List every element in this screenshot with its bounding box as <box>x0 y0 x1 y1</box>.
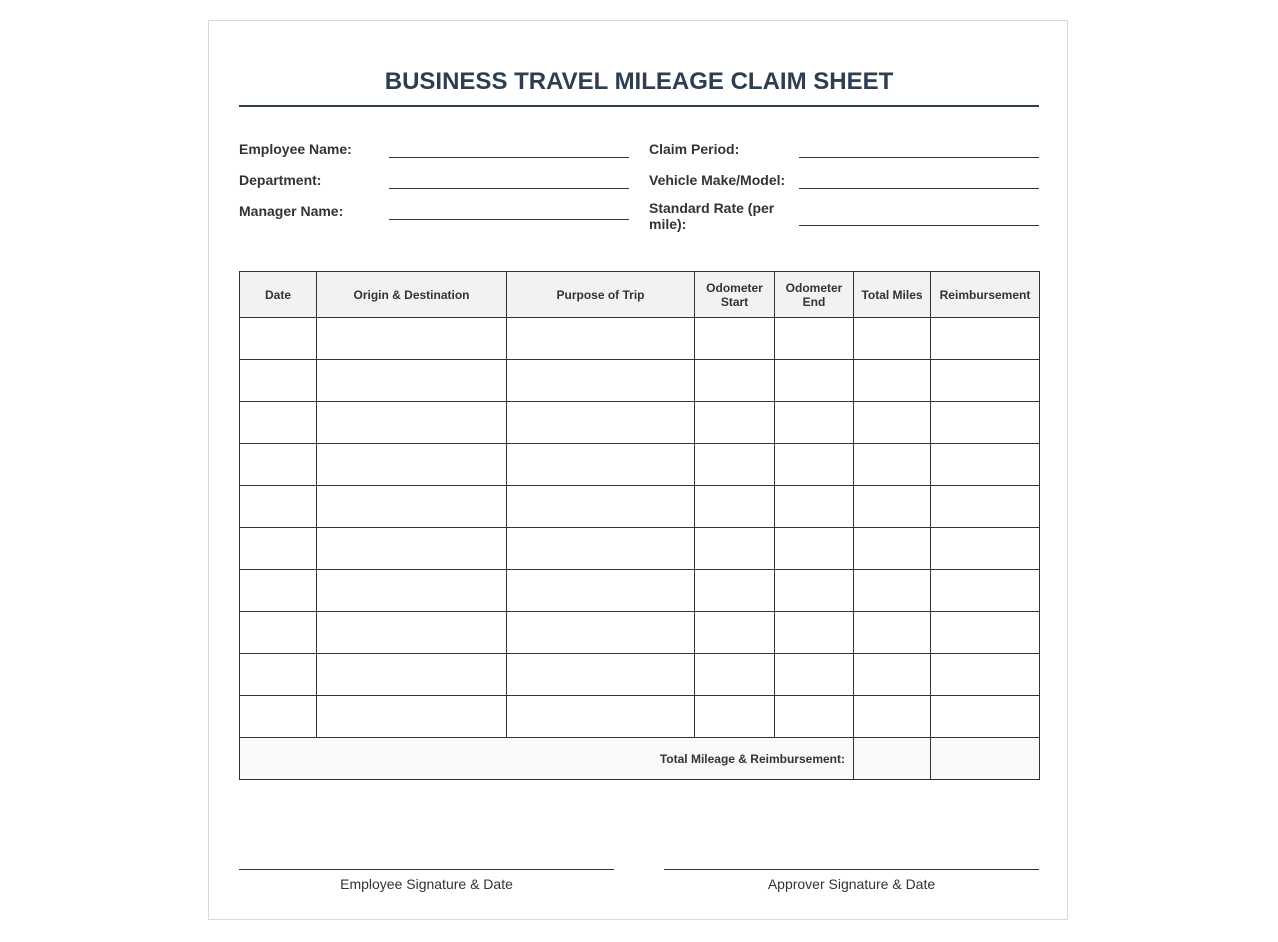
cell-date[interactable] <box>240 528 317 570</box>
claim-sheet <box>208 20 1068 920</box>
header-odometer-end: Odometer End <box>775 272 854 318</box>
title-divider <box>239 105 1039 107</box>
cell-purpose[interactable] <box>507 360 695 402</box>
cell-origin-destination[interactable] <box>317 360 507 402</box>
cell-odometer-start[interactable] <box>695 318 775 360</box>
claim-period-field[interactable] <box>799 157 1039 158</box>
table-row <box>240 402 1040 444</box>
employee-signature-label: Employee Signature & Date <box>340 876 513 892</box>
cell-total-miles[interactable] <box>854 318 931 360</box>
claim-period-label: Claim Period: <box>649 141 740 157</box>
total-reimbursement-cell[interactable] <box>931 738 1040 780</box>
cell-purpose[interactable] <box>507 486 695 528</box>
cell-date[interactable] <box>240 402 317 444</box>
mileage-table <box>239 271 1040 780</box>
cell-total-miles[interactable] <box>854 570 931 612</box>
table-row <box>240 360 1040 402</box>
cell-date[interactable] <box>240 360 317 402</box>
department-label: Department: <box>239 172 322 188</box>
cell-odometer-start[interactable] <box>695 654 775 696</box>
cell-date[interactable] <box>240 612 317 654</box>
table-row <box>240 612 1040 654</box>
cell-odometer-start[interactable] <box>695 570 775 612</box>
department-field[interactable] <box>389 188 629 189</box>
cell-odometer-start[interactable] <box>695 444 775 486</box>
cell-odometer-start[interactable] <box>695 402 775 444</box>
cell-odometer-end[interactable] <box>775 528 854 570</box>
cell-reimbursement[interactable] <box>931 528 1040 570</box>
cell-odometer-start[interactable] <box>695 696 775 738</box>
cell-purpose[interactable] <box>507 528 695 570</box>
total-label: Total Mileage & Reimbursement: <box>240 738 854 780</box>
cell-purpose[interactable] <box>507 402 695 444</box>
cell-purpose[interactable] <box>507 318 695 360</box>
cell-odometer-end[interactable] <box>775 612 854 654</box>
table-row <box>240 570 1040 612</box>
standard-rate-field[interactable] <box>799 225 1039 226</box>
header-purpose: Purpose of Trip <box>507 272 695 318</box>
cell-origin-destination[interactable] <box>317 696 507 738</box>
cell-origin-destination[interactable] <box>317 402 507 444</box>
cell-odometer-end[interactable] <box>775 696 854 738</box>
cell-reimbursement[interactable] <box>931 570 1040 612</box>
cell-reimbursement[interactable] <box>931 486 1040 528</box>
cell-odometer-end[interactable] <box>775 486 854 528</box>
table-row <box>240 444 1040 486</box>
vehicle-field[interactable] <box>799 188 1039 189</box>
cell-total-miles[interactable] <box>854 654 931 696</box>
cell-origin-destination[interactable] <box>317 528 507 570</box>
cell-odometer-end[interactable] <box>775 444 854 486</box>
total-miles-cell[interactable] <box>854 738 931 780</box>
cell-purpose[interactable] <box>507 654 695 696</box>
manager-name-label: Manager Name: <box>239 203 344 219</box>
cell-reimbursement[interactable] <box>931 696 1040 738</box>
table-row <box>240 318 1040 360</box>
approver-signature-label: Approver Signature & Date <box>767 876 936 892</box>
cell-date[interactable] <box>240 444 317 486</box>
cell-odometer-start[interactable] <box>695 612 775 654</box>
cell-date[interactable] <box>240 654 317 696</box>
cell-total-miles[interactable] <box>854 360 931 402</box>
cell-reimbursement[interactable] <box>931 360 1040 402</box>
cell-total-miles[interactable] <box>854 402 931 444</box>
cell-date[interactable] <box>240 570 317 612</box>
cell-origin-destination[interactable] <box>317 612 507 654</box>
cell-total-miles[interactable] <box>854 444 931 486</box>
cell-date[interactable] <box>240 486 317 528</box>
cell-total-miles[interactable] <box>854 528 931 570</box>
cell-odometer-start[interactable] <box>695 360 775 402</box>
total-row <box>240 738 1040 780</box>
header-date: Date <box>240 272 317 318</box>
header-reimbursement: Reimbursement <box>931 272 1040 318</box>
header-total-miles: Total Miles <box>854 272 931 318</box>
cell-purpose[interactable] <box>507 570 695 612</box>
vehicle-label: Vehicle Make/Model: <box>649 172 786 188</box>
cell-odometer-end[interactable] <box>775 360 854 402</box>
cell-origin-destination[interactable] <box>317 654 507 696</box>
standard-rate-label: Standard Rate (per mile): <box>649 200 775 232</box>
employee-name-field[interactable] <box>389 157 629 158</box>
cell-odometer-end[interactable] <box>775 318 854 360</box>
cell-purpose[interactable] <box>507 444 695 486</box>
cell-total-miles[interactable] <box>854 612 931 654</box>
cell-origin-destination[interactable] <box>317 570 507 612</box>
table-row <box>240 486 1040 528</box>
cell-purpose[interactable] <box>507 612 695 654</box>
table-row <box>240 654 1040 696</box>
employee-name-label: Employee Name: <box>239 141 352 157</box>
cell-reimbursement[interactable] <box>931 612 1040 654</box>
manager-name-field[interactable] <box>389 219 629 220</box>
cell-reimbursement[interactable] <box>931 402 1040 444</box>
table-row <box>240 528 1040 570</box>
employee-signature-line[interactable] <box>239 869 614 870</box>
table-header-row <box>240 272 1040 318</box>
cell-total-miles[interactable] <box>854 486 931 528</box>
cell-odometer-start[interactable] <box>695 486 775 528</box>
cell-origin-destination[interactable] <box>317 318 507 360</box>
cell-odometer-end[interactable] <box>775 570 854 612</box>
approver-signature-line[interactable] <box>664 869 1039 870</box>
cell-reimbursement[interactable] <box>931 444 1040 486</box>
cell-origin-destination[interactable] <box>317 444 507 486</box>
cell-reimbursement[interactable] <box>931 318 1040 360</box>
cell-date[interactable] <box>240 318 317 360</box>
cell-origin-destination[interactable] <box>317 486 507 528</box>
table-row <box>240 696 1040 738</box>
cell-odometer-start[interactable] <box>695 528 775 570</box>
cell-odometer-end[interactable] <box>775 654 854 696</box>
page-title: BUSINESS TRAVEL MILEAGE CLAIM SHEET <box>384 68 894 95</box>
header-odometer-start: Odometer Start <box>695 272 775 318</box>
cell-total-miles[interactable] <box>854 696 931 738</box>
cell-purpose[interactable] <box>507 696 695 738</box>
cell-reimbursement[interactable] <box>931 654 1040 696</box>
cell-date[interactable] <box>240 696 317 738</box>
cell-odometer-end[interactable] <box>775 402 854 444</box>
header-origin-destination: Origin & Destination <box>317 272 507 318</box>
